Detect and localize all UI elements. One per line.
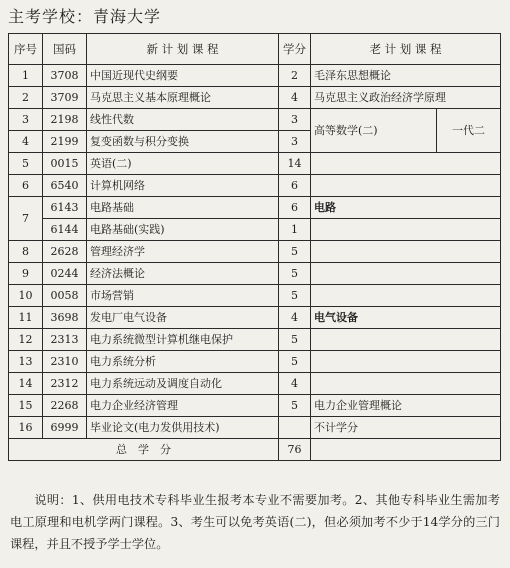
cell-code: 0058: [43, 285, 87, 307]
table-row: [9, 153, 501, 175]
table-row: [9, 65, 501, 87]
cell-code: 6540: [43, 175, 87, 197]
cell-course-name: 计算机网络: [87, 175, 279, 197]
cell-code: 0015: [43, 153, 87, 175]
header-new-course: 新 计 划 课 程: [87, 34, 279, 65]
cell-course-name: 线性代数: [87, 109, 279, 131]
header-no: 序号: [9, 34, 43, 65]
table-header-row: [9, 34, 501, 65]
cell-code: 2198: [43, 109, 87, 131]
cell-no: 15: [9, 395, 43, 417]
cell-credit: 4: [279, 373, 311, 395]
cell-old-course: 电气设备: [311, 307, 501, 329]
cell-old-course: 电力企业管理概论: [311, 395, 501, 417]
cell-course-name: 电路基础(实践): [87, 219, 279, 241]
table-row: [9, 351, 501, 373]
cell-old-course: [311, 373, 501, 395]
cell-course-name: 毕业论文(电力发供用技术): [87, 417, 279, 439]
table-row: [9, 417, 501, 439]
cell-course-name: 马克思主义基本原理概论: [87, 87, 279, 109]
cell-old-course: 马克思主义政治经济学原理: [311, 87, 501, 109]
cell-course-name: 电路基础: [87, 197, 279, 219]
cell-old-course: [311, 285, 501, 307]
cell-code: 6999: [43, 417, 87, 439]
cell-code: 2310: [43, 351, 87, 373]
cell-old-course: 不计学分: [311, 417, 501, 439]
header-code: 国码: [43, 34, 87, 65]
table-row: [9, 87, 501, 109]
cell-code: 6144: [43, 219, 87, 241]
cell-course-name: 中国近现代史纲要: [87, 65, 279, 87]
cell-credit: 5: [279, 241, 311, 263]
cell-course-name: 电力系统远动及调度自动化: [87, 373, 279, 395]
cell-code: 2312: [43, 373, 87, 395]
cell-no: 5: [9, 153, 43, 175]
cell-credit: 4: [279, 307, 311, 329]
cell-course-name: 电力企业经济管理: [87, 395, 279, 417]
cell-credit: 5: [279, 263, 311, 285]
cell-code: 3709: [43, 87, 87, 109]
cell-old-course: 电路: [311, 197, 501, 219]
cell-no: 12: [9, 329, 43, 351]
cell-course-name: 发电厂电气设备: [87, 307, 279, 329]
cell-course-name: 市场营销: [87, 285, 279, 307]
cell-credit: 4: [279, 87, 311, 109]
cell-course-name: 管理经济学: [87, 241, 279, 263]
cell-credit: 14: [279, 153, 311, 175]
cell-old-course: [311, 263, 501, 285]
cell-old-course: [311, 241, 501, 263]
cell-credit: 6: [279, 175, 311, 197]
cell-credit: 1: [279, 219, 311, 241]
table-row: [9, 285, 501, 307]
cell-no: 6: [9, 175, 43, 197]
total-value: 76: [279, 439, 311, 461]
course-table: [8, 33, 501, 461]
table-row: [9, 307, 501, 329]
cell-old-course: [311, 329, 501, 351]
cell-no: 3: [9, 109, 43, 131]
cell-no: 16: [9, 417, 43, 439]
cell-old-course: [311, 153, 501, 175]
page-title: 主考学校：青海大学: [8, 7, 162, 26]
cell-code: 2313: [43, 329, 87, 351]
table-row: [9, 373, 501, 395]
cell-course-name: 复变函数与积分变换: [87, 131, 279, 153]
header-credit: 学分: [279, 34, 311, 65]
table-row: [9, 109, 501, 131]
cell-credit: 3: [279, 131, 311, 153]
cell-no: 14: [9, 373, 43, 395]
cell-code: 6143: [43, 197, 87, 219]
cell-course-name: 电力系统分析: [87, 351, 279, 373]
table-row: [9, 395, 501, 417]
total-row: [9, 439, 501, 461]
cell-old-course: [311, 219, 501, 241]
cell-no: 13: [9, 351, 43, 373]
cell-code: 0244: [43, 263, 87, 285]
cell-code: 2199: [43, 131, 87, 153]
table-row: [9, 263, 501, 285]
cell-credit: 5: [279, 395, 311, 417]
cell-old-course-math-note: 一代二: [437, 109, 501, 153]
cell-credit: 3: [279, 109, 311, 131]
cell-old-course: [311, 351, 501, 373]
cell-code: 2628: [43, 241, 87, 263]
cell-no: 11: [9, 307, 43, 329]
cell-no: 1: [9, 65, 43, 87]
cell-code: 3708: [43, 65, 87, 87]
header-old-course: 老 计 划 课 程: [311, 34, 501, 65]
cell-old-course: [311, 439, 501, 461]
cell-code: 3698: [43, 307, 87, 329]
cell-old-course: 毛泽东思想概论: [311, 65, 501, 87]
cell-course-name: 英语(二): [87, 153, 279, 175]
cell-old-course: [311, 175, 501, 197]
table-row: [9, 219, 501, 241]
cell-no: 7: [9, 197, 43, 241]
table-row: [9, 241, 501, 263]
table-row: [9, 175, 501, 197]
cell-old-course-math: 高等数学(二): [311, 109, 437, 153]
cell-course-name: 电力系统微型计算机继电保护: [87, 329, 279, 351]
cell-no: 9: [9, 263, 43, 285]
cell-credit: 5: [279, 351, 311, 373]
footnote: 说明：1、供用电技术专科毕业生报考本专业不需要加考。2、其他专科毕业生需加考电工原理和电机学两门课程。3、考生可以免考英语(二)，但必须加考不少于14学分的三门课程，并且不授予学士学位。: [10, 493, 500, 551]
cell-no: 8: [9, 241, 43, 263]
cell-course-name: 经济法概论: [87, 263, 279, 285]
table-row: [9, 197, 501, 219]
cell-credit: 5: [279, 285, 311, 307]
cell-credit: 5: [279, 329, 311, 351]
cell-no: 2: [9, 87, 43, 109]
cell-code: 2268: [43, 395, 87, 417]
table-row: [9, 329, 501, 351]
cell-credit: [279, 417, 311, 439]
cell-credit: 6: [279, 197, 311, 219]
cell-no: 4: [9, 131, 43, 153]
total-label: 总 学 分: [9, 439, 279, 461]
cell-credit: 2: [279, 65, 311, 87]
cell-no: 10: [9, 285, 43, 307]
